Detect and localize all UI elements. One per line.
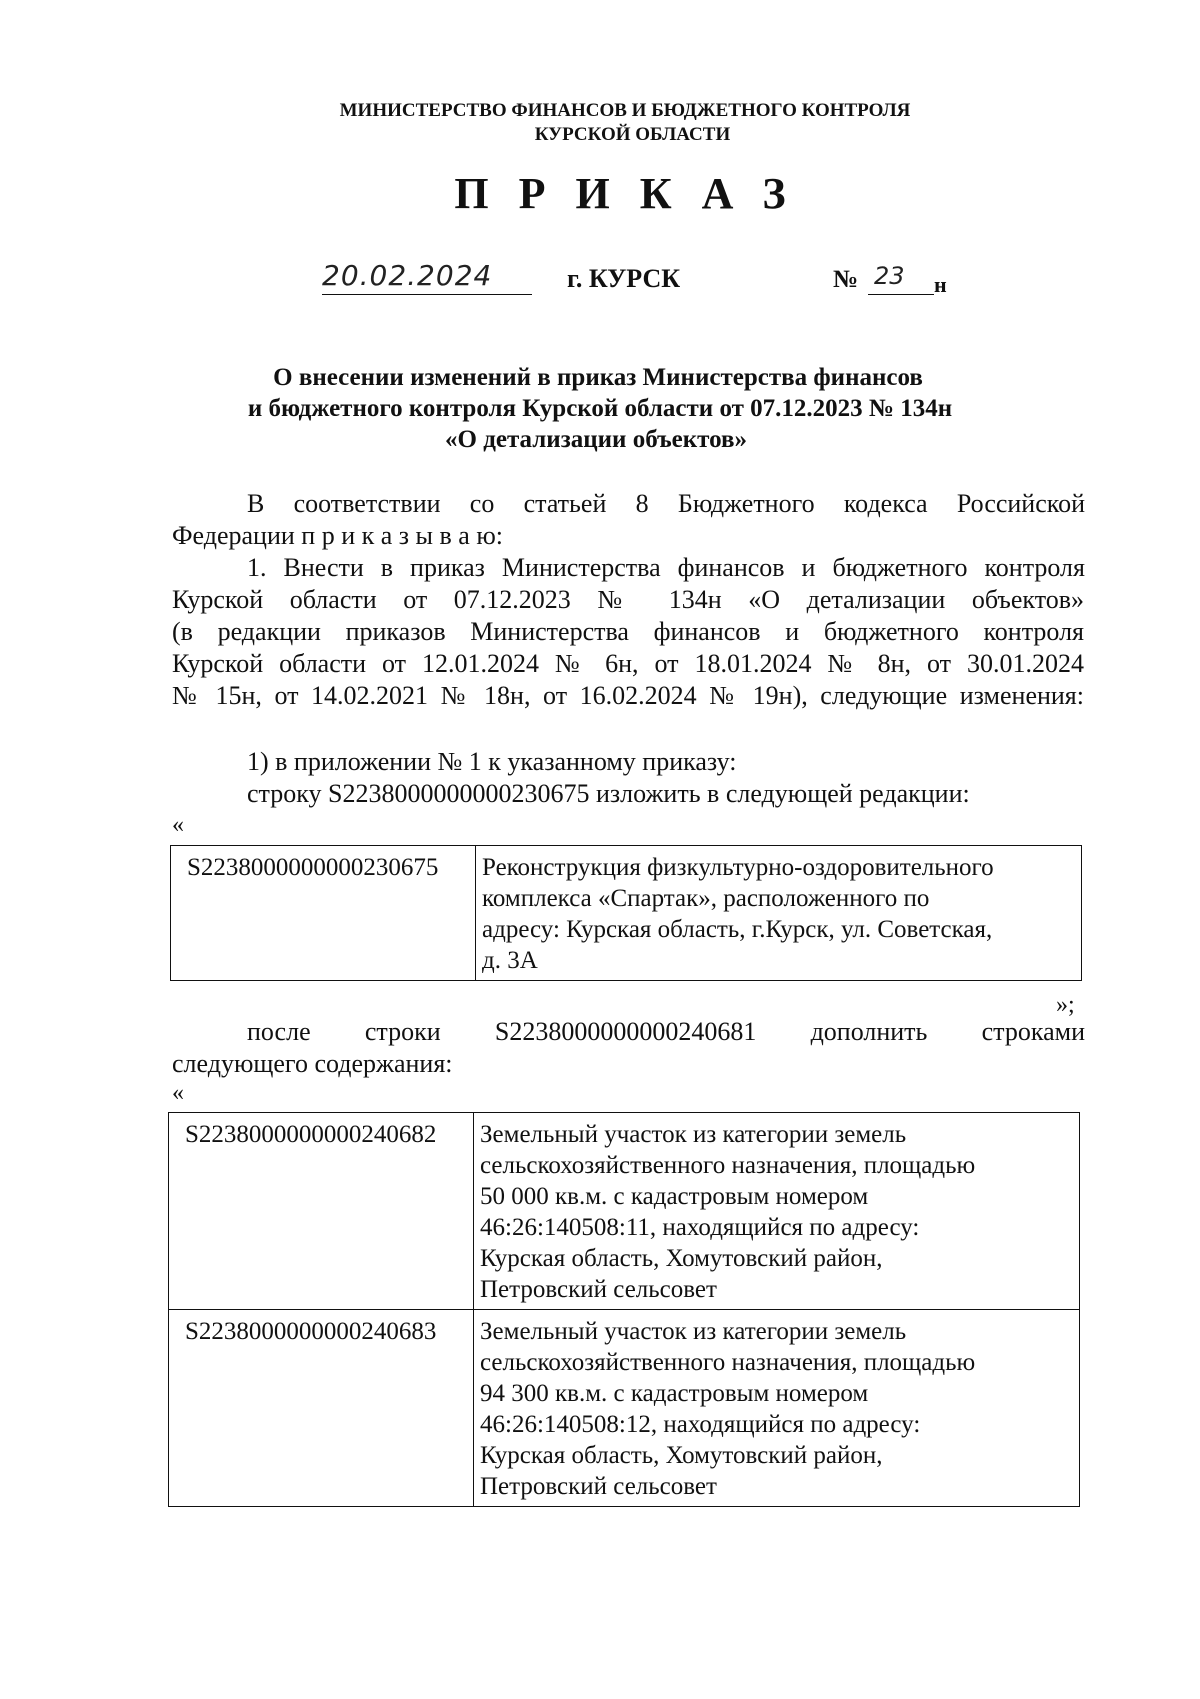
number-suffix: н [934,272,947,297]
date-field [322,258,532,295]
close-quote-1: »; [1056,992,1075,1018]
description-line: Петровский сельсовет [480,1276,717,1303]
table-row [169,1310,1080,1507]
description-line: Петровский сельсовет [480,1473,717,1500]
title-line-3: «О детализации объектов» [445,426,747,453]
description-line: 94 300 кв.м. с кадастровым номером [480,1380,869,1407]
paragraph-1-line-1: В соответствии со статьей 8 Бюджетного кодекса Российской [247,489,1085,518]
replacement-table [170,845,1082,981]
description-line: сельскохозяйственного назначения, площадью [480,1152,976,1179]
description-line: 46:26:140508:11, находящийся по адресу: [480,1214,920,1241]
open-quote-1: « [172,812,184,838]
description-line: 50 000 кв.м. с кадастровым номером [480,1183,869,1210]
description-line: Земельный участок из категории земель [480,1318,907,1345]
additions-table [168,1112,1080,1507]
paragraph-4: строку S2238000000000230675 изложить в следующей редакции: [247,779,970,808]
number-field [868,258,934,295]
description-line: 46:26:140508:12, находящийся по адресу: [480,1411,921,1438]
row-description [476,846,1082,981]
paragraph-3: 1) в приложении № 1 к указанному приказу: [247,747,737,776]
row-description [474,1113,1080,1310]
description-line: Земельный участок из категории земель [480,1121,907,1148]
table-row [169,1113,1080,1310]
row-code: S2238000000000240683 [169,1310,474,1507]
paragraph-2-line-3: (в редакции приказов Министерства финансов и бюджетного контроля [172,617,1084,646]
number-label: № [833,266,859,293]
ministry-line-1: МИНИСТЕРСТВО ФИНАНСОВ И БЮДЖЕТНОГО КОНТРОЛЯ [339,100,911,121]
description-line: Реконструкция физкультурно-оздоровительного [482,854,994,881]
paragraph-2-line-1: 1. Внести в приказ Министерства финансов и бюджетного контроля [247,553,1085,582]
description-line: сельскохозяйственного назначения, площадью [480,1349,976,1376]
description-line: Курская область, Хомутовский район, [480,1442,883,1469]
open-quote-2: « [172,1080,184,1106]
description-line: Курская область, Хомутовский район, [480,1245,883,1272]
paragraph-5-line-1: после строки S2238000000000240681 дополнить строками [247,1017,1085,1046]
document-type-title: ПРИКАЗ [454,169,816,218]
description-line: адресу: Курская область, г.Курск, ул. Советская, [482,916,993,943]
row-code: S2238000000000240682 [169,1113,474,1310]
handwritten-number: 23 [874,262,905,290]
row-description [474,1310,1080,1507]
paragraph-2-line-2: Курской области от 07.12.2023 № 134н «О детализации объектов» [172,585,1084,614]
paragraph-5-line-2: следующего содержания: [172,1049,453,1078]
paragraph-2-line-5: № 15н, от 14.02.2021 № 18н, от 16.02.2024 № 19н), следующие изменения: [172,681,1084,710]
row-code: S2238000000000230675 [171,846,476,981]
handwritten-date: 20.02.2024 [322,259,493,292]
table-row [171,846,1082,981]
description-line: комплекса «Спартак», расположенного по [482,885,930,912]
ministry-line-2: КУРСКОЙ ОБЛАСТИ [534,124,731,145]
paragraph-2-line-4: Курской области от 12.01.2024 № 6н, от 18.01.2024 № 8н, от 30.01.2024 [172,649,1084,678]
title-line-1: О внесении изменений в приказ Министерства финансов [273,364,923,391]
description-line: д. 3А [482,947,538,974]
paragraph-1-line-2: Федерации п р и к а з ы в а ю: [172,521,503,550]
title-line-2: и бюджетного контроля Курской области от 07.12.2023 № 134н [247,395,953,422]
city-label: г. КУРСК [567,264,681,293]
